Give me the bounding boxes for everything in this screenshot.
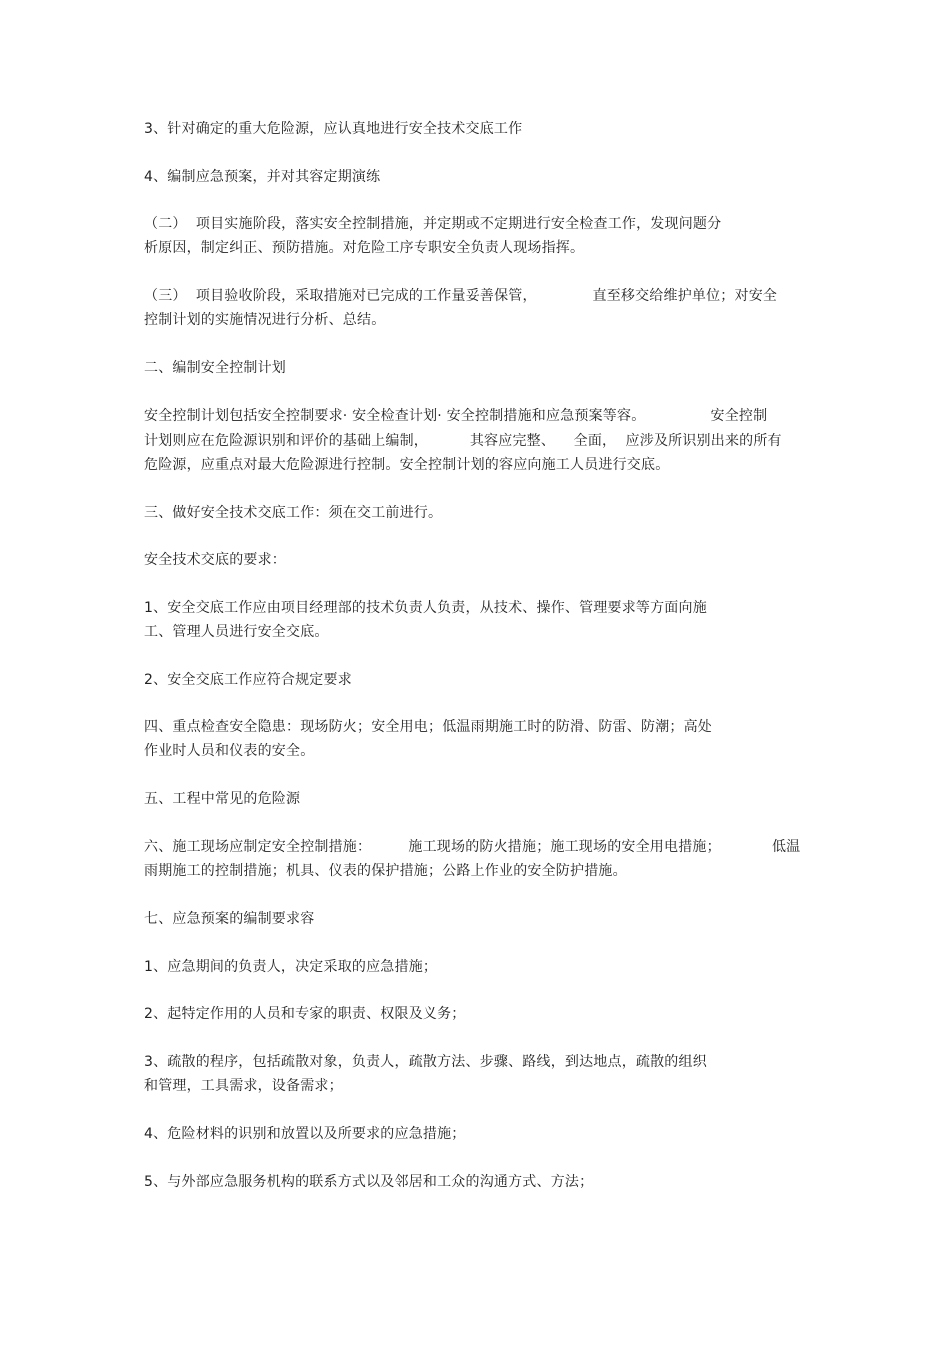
paragraph-line: 作业时人员和仪表的安全。 [144, 743, 315, 759]
paragraph-line: 控制计划的实施情况进行分析、总结。 [144, 312, 386, 328]
paragraph-line: 计划则应在危险源识别和评价的基础上编制， 其容应完整、 全面， 应涉及所识别出来的所有 [144, 433, 782, 449]
paragraph-line: 安全控制计划包括安全控制要求· 安全检查计划· 安全控制措施和应急预案等容。 安全控制 [144, 408, 768, 424]
section-heading: 五、工程中常见的危险源 [144, 791, 301, 807]
list-item: 5、与外部应急服务机构的联系方式以及邻居和工众的沟通方式、方法； [144, 1174, 594, 1190]
paragraph-line: 3、针对确定的重大危险源，应认真地进行安全技术交底工作 [144, 121, 523, 137]
paragraph-line: 1、安全交底工作应由项目经理部的技术负责人负责，从技术、操作、管理要求等方面向施 [144, 600, 707, 616]
list-item: 4、危险材料的识别和放置以及所要求的应急措施； [144, 1126, 466, 1142]
paragraph-line: 析原因，制定纠正、预防措施。对危险工序专职安全负责人现场指挥。 [144, 240, 585, 256]
paragraph-line: 雨期施工的控制措施；机具、仪表的保护措施；公路上作业的安全防护措施。 [144, 863, 627, 879]
paragraph-line: 2、安全交底工作应符合规定要求 [144, 672, 352, 688]
section-heading: 四、重点检查安全隐患：现场防火；安全用电；低温雨期施工时的防滑、防雷、防潮；高处 [144, 719, 712, 735]
paragraph-line: 安全技术交底的要求： [144, 552, 286, 568]
paragraph-line: 4、编制应急预案，并对其容定期演练 [144, 169, 381, 185]
list-item: 3、疏散的程序，包括疏散对象，负责人，疏散方法、步骤、路线，到达地点，疏散的组织 [144, 1054, 707, 1070]
list-item: 1、应急期间的负责人，决定采取的应急措施； [144, 959, 438, 975]
paragraph-line: 危险源，应重点对最大危险源进行控制。安全控制计划的容应向施工人员进行交底。 [144, 457, 670, 473]
paragraph-line: （二） 项目实施阶段，落实安全控制措施，并定期或不定期进行安全检查工作，发现问题分 [144, 216, 722, 232]
paragraph-line: 工、管理人员进行安全交底。 [144, 624, 329, 640]
section-heading: 三、做好安全技术交底工作：须在交工前进行。 [144, 505, 443, 521]
list-item: 和管理，工具需求，设备需求； [144, 1078, 343, 1094]
section-heading: 二、编制安全控制计划 [144, 360, 286, 376]
paragraph-line: （三） 项目验收阶段，采取措施对已完成的工作量妥善保管， 直至移交给维护单位；对安全 [144, 288, 778, 304]
list-item: 2、起特定作用的人员和专家的职责、权限及义务； [144, 1006, 466, 1022]
section-heading: 六、施工现场应制定安全控制措施： 施工现场的防火措施；施工现场的安全用电措施； 低温 [144, 839, 801, 855]
section-heading: 七、应急预案的编制要求容 [144, 911, 315, 927]
